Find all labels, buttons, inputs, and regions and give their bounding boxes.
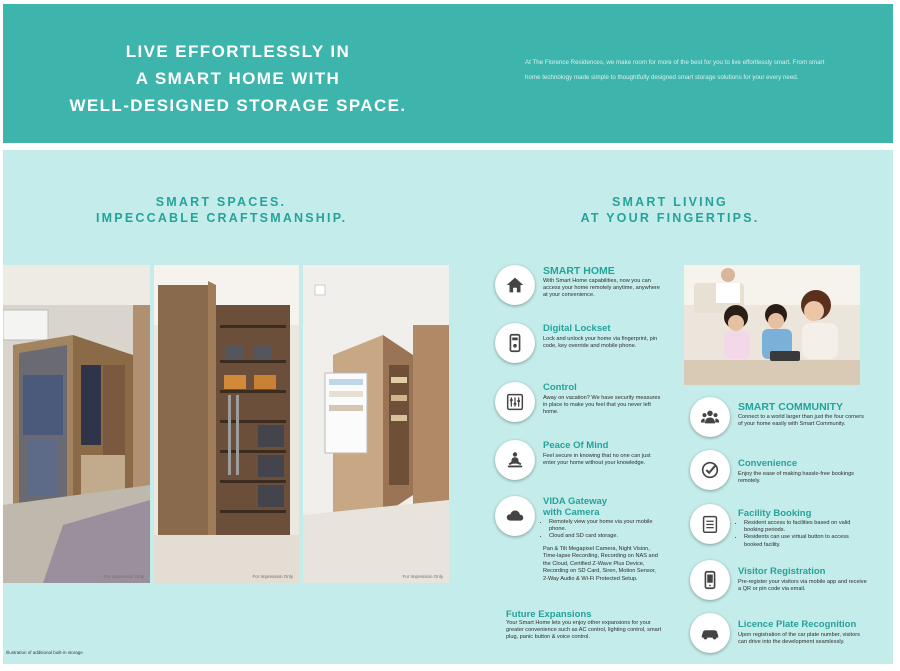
left-section-title bbox=[96, 194, 346, 226]
banner-intro-text: At The Florence Residences, we make room for more of the best for you to live effortlessly smart. From smart home technology made simple to thoughtfully designed smart storage solutions for your every need. bbox=[525, 59, 825, 81]
feature-title bbox=[543, 496, 607, 518]
feature-description: Away on vacation? We have security measures in place to make you feel that you never left home. bbox=[543, 395, 661, 416]
kitchen-illustration bbox=[303, 265, 449, 583]
feature-description: With Smart Home capabilities, now you can access your home remotely anytime, anywhere at your convenience. bbox=[543, 278, 660, 299]
title-line: SMART LIVING bbox=[612, 195, 728, 209]
feature-title: Control bbox=[543, 382, 577, 393]
family-photo bbox=[684, 265, 860, 385]
mobile-phone-icon bbox=[690, 560, 730, 600]
title-line: with Camera bbox=[543, 507, 600, 518]
feature-description: Feel secure in knowing that no one can just enter your home without your knowledge. bbox=[543, 453, 651, 467]
feature-smart-home bbox=[495, 265, 695, 315]
future-expansions-title: Future Expansions bbox=[506, 609, 592, 620]
feature-convenience bbox=[690, 450, 890, 500]
right-section-title bbox=[560, 194, 780, 226]
title-line: VIDA Gateway bbox=[543, 496, 608, 507]
car-icon bbox=[690, 613, 730, 653]
cabinet-illustration bbox=[154, 265, 299, 583]
feature-description: Connect to a world larger than just the four corners of your home easily with Smart Community. bbox=[738, 414, 864, 428]
people-icon bbox=[690, 397, 730, 437]
feature-title: Visitor Registration bbox=[738, 566, 826, 577]
headline-line: WELL-DESIGNED STORAGE SPACE. bbox=[69, 96, 407, 115]
feature-licence-plate bbox=[690, 613, 890, 663]
feature-visitor-registration bbox=[690, 560, 890, 610]
kitchen-photo bbox=[303, 265, 449, 583]
feature-bullets bbox=[543, 519, 663, 541]
feature-smart-community bbox=[690, 397, 890, 447]
feature-facility-booking bbox=[690, 504, 890, 554]
feature-peace-of-mind bbox=[495, 440, 695, 490]
headline-line: LIVE EFFORTLESSLY IN bbox=[125, 42, 351, 61]
gateway-specs: Pan & Tilt Megapixel Camera, Night Vision, Time-lapse Recording, Recording on NAS and the Cloud, Certified Z-Wave Plus Device, Recording on SD Card, Siren, Motion Sensor, 2-Way Audio & Wi-Fi Protected Setup. bbox=[543, 546, 658, 582]
feature-digital-lockset bbox=[495, 323, 695, 373]
cloud-icon bbox=[495, 496, 535, 536]
feature-title: SMART HOME bbox=[543, 265, 615, 277]
bullet-item: • Residents can use virtual button to access booked facility. bbox=[744, 534, 868, 548]
cabinet-photo bbox=[154, 265, 299, 583]
bullet-item: • Cloud and SD card storage. bbox=[549, 533, 663, 540]
feature-description: Upon registration of the car plate number, visitors can drive into the development seamlessly. bbox=[738, 632, 860, 646]
header-banner bbox=[3, 4, 893, 143]
feature-title: Peace Of Mind bbox=[543, 440, 609, 451]
wardrobe-photo bbox=[3, 265, 150, 583]
feature-description: Lock and unlock your home via fingerprint, pin code, key override and mobile phone. bbox=[543, 336, 658, 350]
meditation-icon bbox=[495, 440, 535, 480]
title-line: SMART SPACES. bbox=[155, 195, 287, 209]
feature-description: Pre-register your visitors via mobile app and receive a QR or pin code via email. bbox=[738, 579, 867, 593]
checkmark-icon bbox=[690, 450, 730, 490]
future-expansions-desc: Your Smart Home lets you enjoy other expansions for your greater convenience such as AC control, lighting control, smart plug, panic button & voice control. bbox=[506, 620, 662, 641]
feature-control bbox=[495, 382, 695, 432]
feature-title: Digital Lockset bbox=[543, 323, 611, 334]
feature-title: Licence Plate Recognition bbox=[738, 619, 857, 630]
feature-description: Enjoy the ease of making hassle-free bookings remotely. bbox=[738, 471, 854, 485]
family-illustration bbox=[684, 265, 860, 385]
photo-caption: For Impression Only bbox=[402, 574, 443, 579]
feature-title: SMART COMMUNITY bbox=[738, 401, 843, 413]
digital-lock-icon bbox=[495, 323, 535, 363]
feature-bullets bbox=[738, 520, 868, 549]
house-icon bbox=[495, 265, 535, 305]
bullet-item: • Resident access to facilities based on valid booking periods. bbox=[744, 520, 868, 534]
feature-title: Convenience bbox=[738, 458, 798, 469]
banner-headline bbox=[23, 38, 453, 119]
title-line: AT YOUR FINGERTIPS. bbox=[580, 211, 760, 225]
headline-line: A SMART HOME WITH bbox=[135, 69, 341, 88]
feature-title: Facility Booking bbox=[738, 508, 812, 519]
control-sliders-icon bbox=[495, 382, 535, 422]
wardrobe-illustration bbox=[3, 265, 150, 583]
feature-vida-gateway bbox=[495, 496, 695, 546]
booking-list-icon bbox=[690, 504, 730, 544]
title-line: IMPECCABLE CRAFTSMANSHIP. bbox=[96, 211, 348, 225]
bullet-item: • Remotely view your home via your mobile phone. bbox=[549, 519, 663, 533]
photo-caption: For Impression Only bbox=[103, 574, 144, 579]
footnote: Illustration of additional built-in storage bbox=[6, 650, 83, 655]
photo-caption: For Impression Only bbox=[252, 574, 293, 579]
